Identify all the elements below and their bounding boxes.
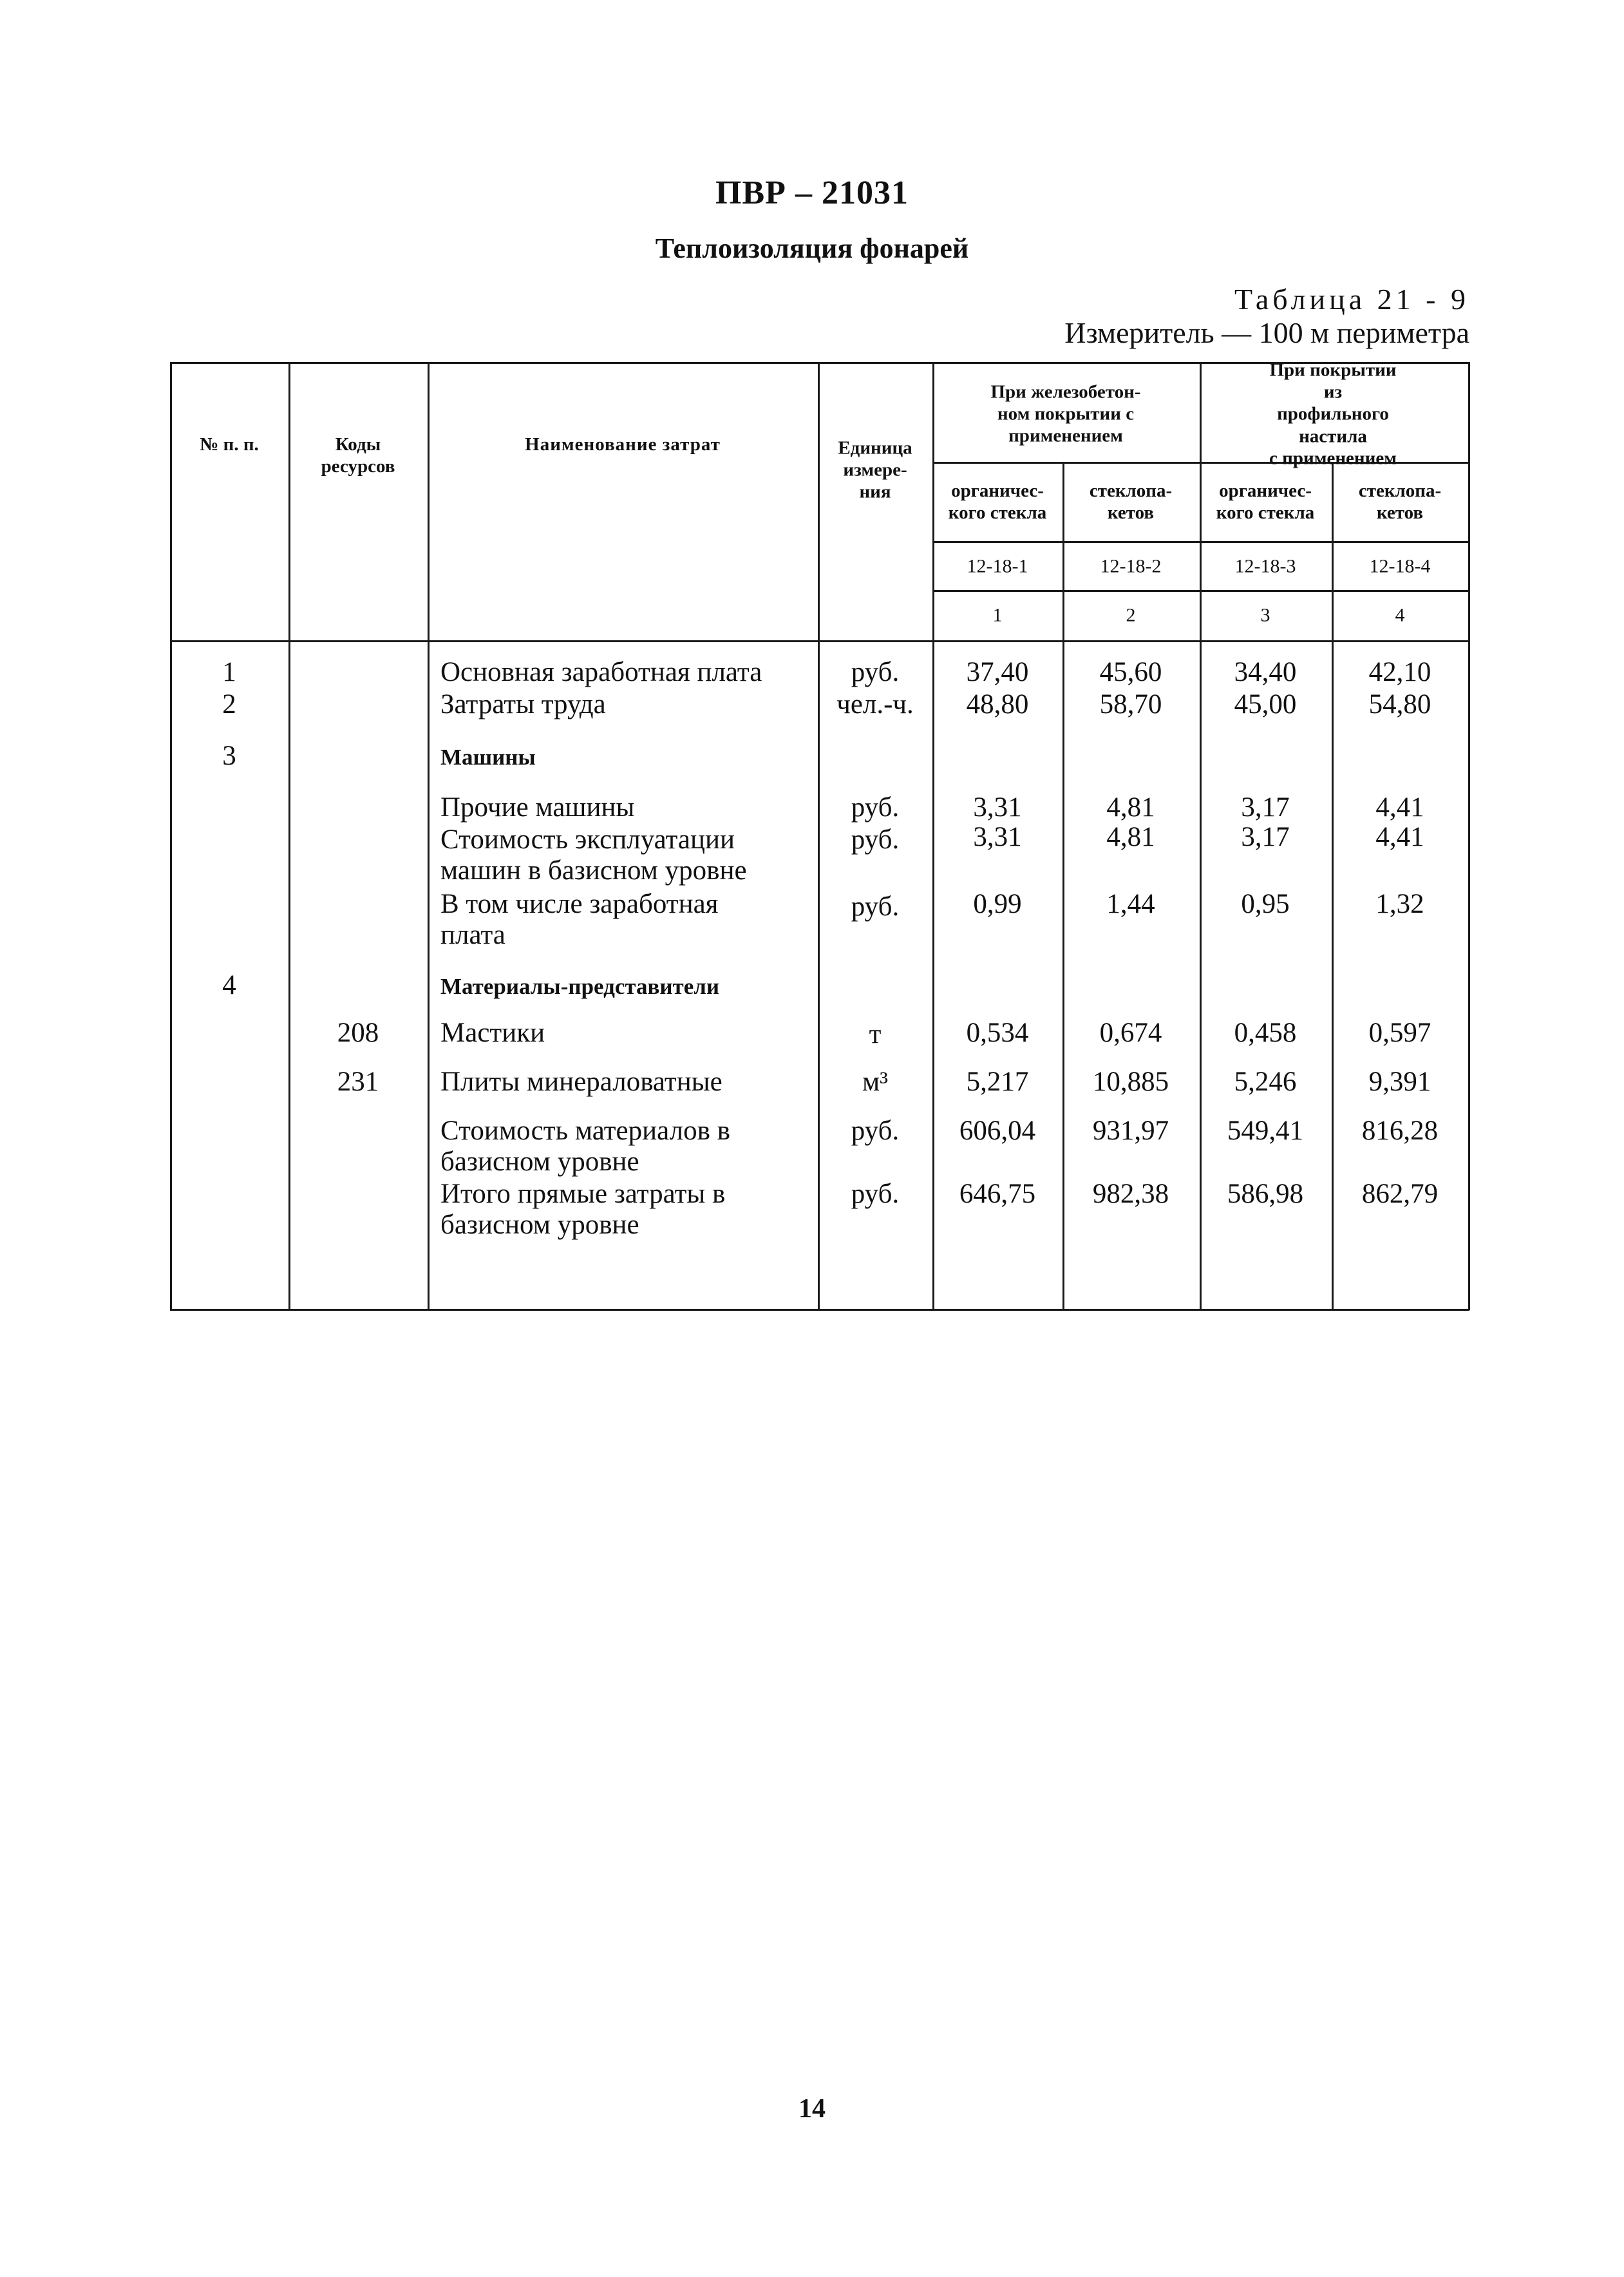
row-value: 48,80 — [966, 689, 1029, 719]
row-value: 10,885 — [1092, 1067, 1169, 1097]
header-bottom-rule — [170, 640, 1469, 642]
header-name: Наименование затрат — [525, 433, 721, 455]
row-number: 3 — [222, 741, 236, 771]
code-cell: 12-18-4 — [1369, 555, 1431, 577]
table-measure: Измеритель — 100 м периметра — [1064, 316, 1469, 349]
row-name: Основная заработная плата — [440, 657, 762, 687]
row-value: 646,75 — [959, 1179, 1036, 1209]
column-number: 4 — [1395, 604, 1405, 626]
row-value: 862,79 — [1361, 1179, 1439, 1209]
column-number: 1 — [992, 604, 1003, 626]
row-unit: руб. — [851, 1116, 900, 1146]
row-name: Мастики — [440, 1018, 545, 1048]
row-unit: руб. — [851, 657, 900, 687]
row-value: 982,38 — [1092, 1179, 1169, 1209]
row-value: 45,60 — [1099, 657, 1162, 687]
header-codes: Коды ресурсов — [321, 433, 395, 477]
row-name: Прочие машины — [440, 792, 635, 823]
row-unit: м³ — [862, 1067, 889, 1097]
header-group-profile: При покрытии из профильного настила с применением — [1269, 359, 1397, 469]
row-value: 549,41 — [1227, 1116, 1304, 1146]
column-number: 2 — [1126, 604, 1136, 626]
row-name: Стоимость материалов в базисном уровне — [440, 1116, 730, 1177]
row-code: 208 — [337, 1018, 379, 1048]
header-num: № п. п. — [200, 433, 259, 455]
row-value: 0,674 — [1099, 1018, 1162, 1048]
row-name: Итого прямые затраты в базисном уровне — [440, 1179, 726, 1240]
row-value: 42,10 — [1368, 657, 1431, 687]
row-value: 3,17 — [1241, 792, 1290, 823]
subheader-cell: стеклопа- кетов — [1358, 480, 1442, 523]
row-value: 0,95 — [1241, 889, 1290, 919]
code-cell: 12-18-1 — [967, 555, 1028, 577]
row-value: 4,41 — [1375, 792, 1424, 823]
row-value: 3,31 — [973, 822, 1022, 852]
header-group-concrete: При железобетон- ном покрытии с применением — [990, 381, 1141, 447]
row-value: 5,246 — [1234, 1067, 1297, 1097]
subheader-cell: стеклопа- кетов — [1089, 480, 1173, 523]
row-value: 931,97 — [1092, 1116, 1169, 1146]
row-unit: чел.-ч. — [836, 689, 914, 719]
row-name: Затраты труда — [440, 689, 606, 719]
col-border-v1 — [932, 362, 934, 1310]
row-value: 45,00 — [1234, 689, 1297, 719]
cost-table — [170, 359, 1469, 1310]
row-value: 4,81 — [1106, 822, 1155, 852]
row-unit: т — [869, 1019, 882, 1049]
row-value: 37,40 — [966, 657, 1029, 687]
row-unit: руб. — [851, 1179, 900, 1209]
col-border-right — [1468, 362, 1470, 1310]
col-border-codes — [288, 362, 290, 1310]
row-code: 231 — [337, 1067, 379, 1097]
table-number: Таблица 21 - 9 — [1234, 283, 1469, 316]
section-heading: Машины — [440, 745, 536, 770]
row-value: 54,80 — [1368, 689, 1431, 719]
document-title: Теплоизоляция фонарей — [655, 233, 969, 264]
document-code: ПВР – 21031 — [715, 175, 909, 211]
row-value: 58,70 — [1099, 689, 1162, 719]
col-border-unit — [818, 362, 820, 1310]
row-number: 4 — [222, 970, 236, 1000]
col-border-v2 — [1062, 462, 1064, 1310]
row-value: 9,391 — [1368, 1067, 1431, 1097]
row-value: 4,81 — [1106, 792, 1155, 823]
column-number: 3 — [1260, 604, 1270, 626]
row-number: 2 — [222, 689, 236, 719]
row-value: 5,217 — [966, 1067, 1029, 1097]
row-value: 3,17 — [1241, 822, 1290, 852]
subheader-cell: органичес- кого стекла — [948, 480, 1047, 523]
row-value: 34,40 — [1234, 657, 1297, 687]
row-name: Стоимость эксплуатации машин в базисном уровне — [440, 824, 747, 886]
row-unit: руб. — [851, 824, 900, 855]
row-value: 0,99 — [973, 889, 1022, 919]
row-number: 1 — [222, 657, 236, 687]
row-value: 4,41 — [1375, 822, 1424, 852]
col-border-v4 — [1332, 462, 1334, 1310]
subheader-cell: органичес- кого стекла — [1216, 480, 1315, 523]
row-value: 606,04 — [959, 1116, 1036, 1146]
row-value: 586,98 — [1227, 1179, 1304, 1209]
col-border-group2 — [1200, 362, 1202, 1310]
row-value: 0,458 — [1234, 1018, 1297, 1048]
row-value: 816,28 — [1361, 1116, 1439, 1146]
section-heading: Материалы-представители — [440, 974, 720, 999]
row-value: 3,31 — [973, 792, 1022, 823]
row-value: 1,32 — [1375, 889, 1424, 919]
row-unit: руб. — [851, 891, 900, 922]
code-cell: 12-18-3 — [1234, 555, 1296, 577]
col-border-left — [170, 362, 172, 1310]
header-unit: Единица измере- ния — [838, 437, 912, 503]
table-bottom-border — [170, 1309, 1469, 1311]
row-value: 1,44 — [1106, 889, 1155, 919]
row-name: Плиты минераловатные — [440, 1067, 722, 1097]
page-number: 14 — [798, 2094, 826, 2124]
row-unit: руб. — [851, 792, 900, 823]
col-border-name — [428, 362, 430, 1310]
row-value: 0,597 — [1368, 1018, 1431, 1048]
row-name: В том числе заработная плата — [440, 889, 719, 950]
code-cell: 12-18-2 — [1100, 555, 1162, 577]
row-value: 0,534 — [966, 1018, 1029, 1048]
